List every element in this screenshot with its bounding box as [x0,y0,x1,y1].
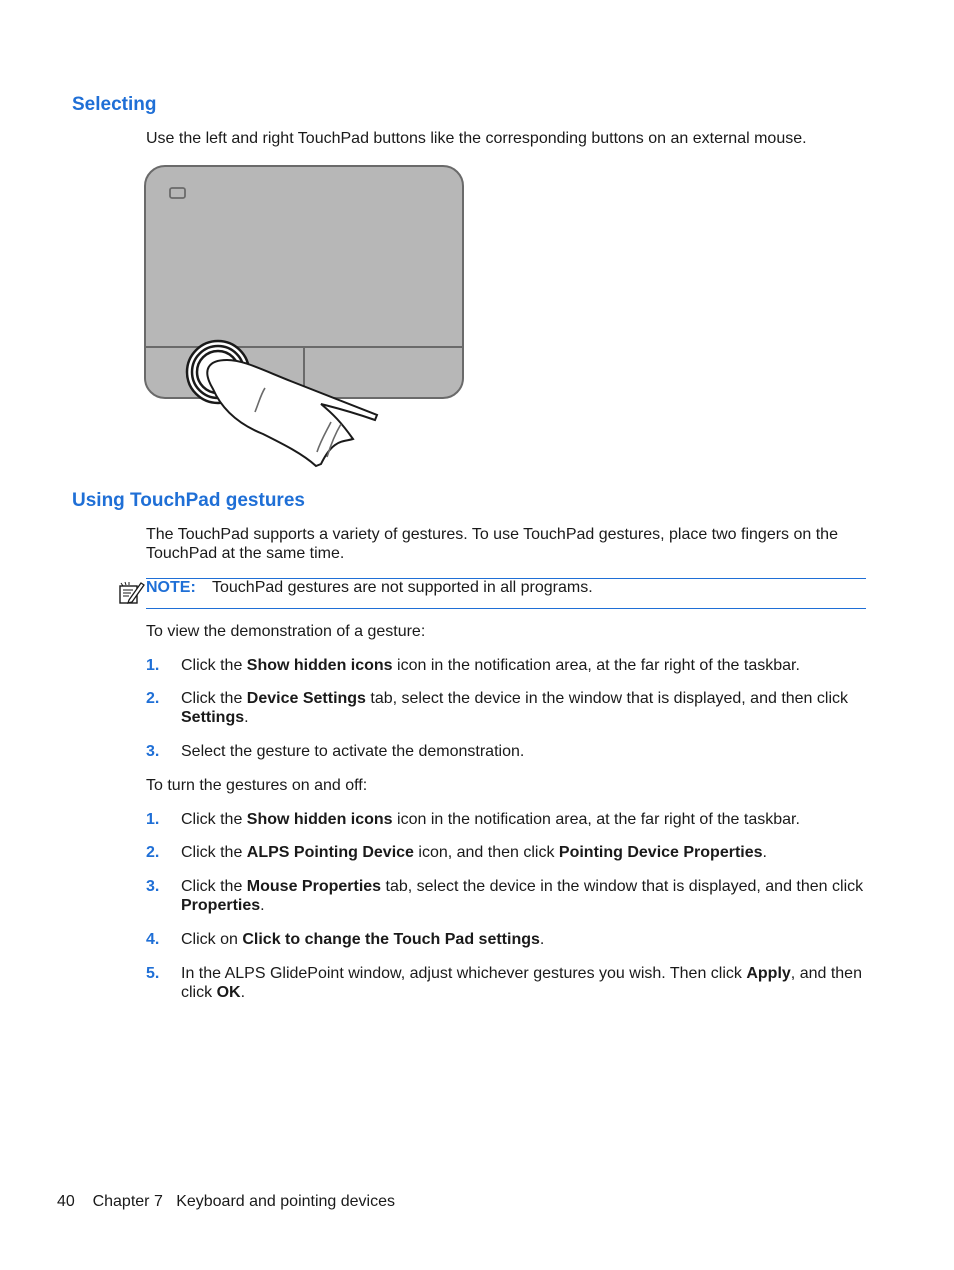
heading-touchpad-gestures: Using TouchPad gestures [72,490,305,511]
list-number: 4. [146,931,160,948]
note-text: TouchPad gestures are not supported in all programs. [212,579,593,596]
list-number: 2. [146,844,160,861]
list-number: 1. [146,811,160,828]
touchpad-click-illustration [143,164,468,468]
demo-intro: To view the demonstration of a gesture: [146,623,426,640]
list-text: Click the Device Settings tab, select the device in the window that is displayed, and then click Settings. [181,690,849,726]
page-footer [57,1192,395,1211]
list-number: 5. [146,965,160,982]
list-number: 3. [146,743,160,760]
note-label: NOTE: [146,579,196,596]
list-text: Click the Mouse Properties tab, select the device in the window that is displayed, and then click Properties. [181,878,864,914]
chapter-title: Keyboard and pointing devices [176,1193,396,1210]
list-text: Click the Show hidden icons icon in the notification area, at the far right of the taskbar. [181,657,800,674]
list-text: Click the ALPS Pointing Device icon, and then click Pointing Device Properties. [181,844,767,861]
list-text: Click the Show hidden icons icon in the notification area, at the far right of the taskbar. [181,811,800,828]
list-number: 2. [146,690,160,707]
gestures-description: The TouchPad supports a variety of gestures. To use TouchPad gestures, place two fingers on the TouchPad at the same time. [146,526,838,562]
heading-selecting: Selecting [72,94,157,115]
toggle-intro: To turn the gestures on and off: [146,777,368,794]
chapter-label: Chapter 7 [92,1193,163,1210]
list-text: Select the gesture to activate the demonstration. [181,743,525,760]
page-number: 40 [57,1193,75,1210]
list-number: 3. [146,878,160,895]
list-text: In the ALPS GlidePoint window, adjust whichever gestures you wish. Then click Apply, and then click OK. [181,965,862,1001]
note-pencil-icon [117,580,145,606]
list-number: 1. [146,657,160,674]
list-text: Click on Click to change the Touch Pad settings. [181,931,545,948]
selecting-description: Use the left and right TouchPad buttons like the corresponding buttons on an external mouse. [146,130,807,147]
